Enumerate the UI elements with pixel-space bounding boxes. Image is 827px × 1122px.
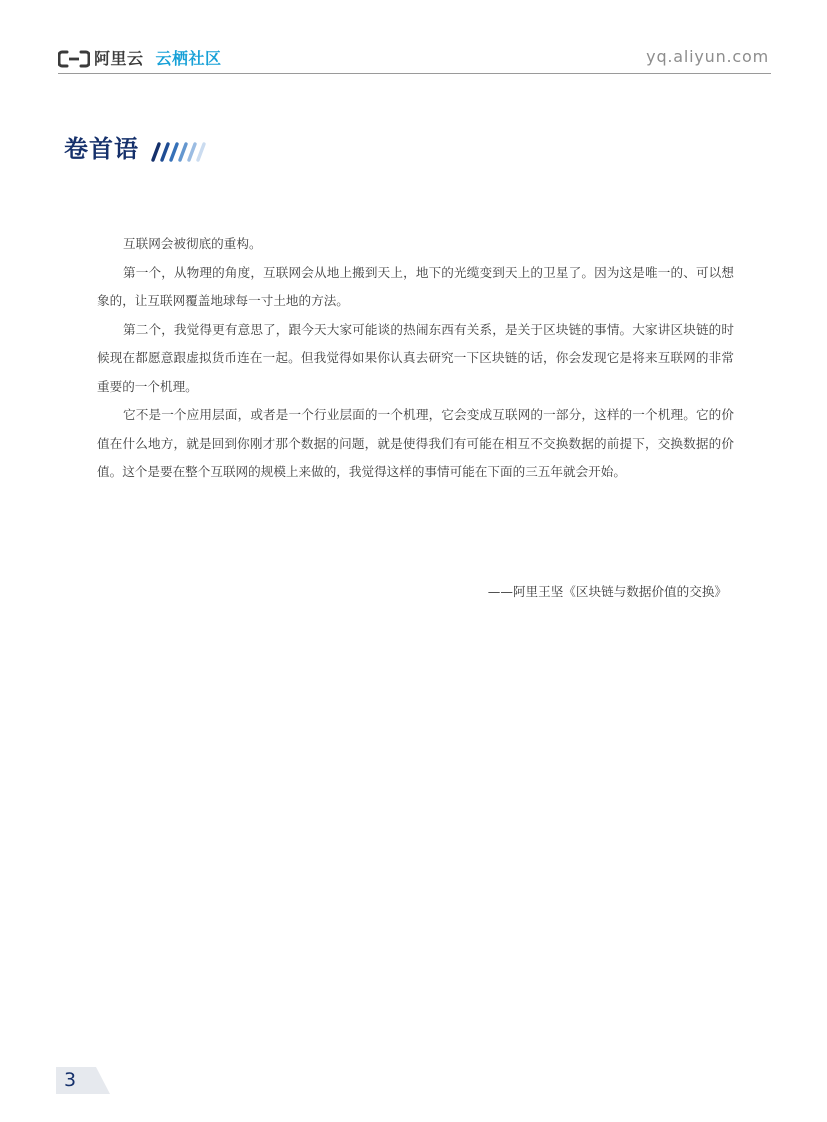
body-paragraph: 第二个，我觉得更有意思了，跟今天大家可能谈的热闹东西有关系，是关于区块链的事情。大家讲区块链的时候现在都愿意跟虚拟货币连在一起。但我觉得如果你认真去研究一下区块链的话，你会发现它是将来互联网的非常重要的一个机理。 bbox=[97, 321, 734, 394]
quote-attribution: ——阿里王坚《区块链与数据价值的交换》 bbox=[487, 584, 727, 599]
brand-name: 阿里云 bbox=[94, 49, 144, 68]
section-title: 卷首语 bbox=[64, 135, 139, 163]
body-paragraph: 第一个，从物理的角度，互联网会从地上搬到天上，地下的光缆变到天上的卫星了。因为这是唯一的、可以想象的，让互联网覆盖地球每一寸土地的方法。 bbox=[97, 264, 734, 308]
body-paragraph: 它不是一个应用层面，或者是一个行业层面的一个机理，它会变成互联网的一部分，这样的一个机理。它的价值在什么地方，就是回到你刚才那个数据的问题，就是使得我们有可能在相互不交换数据的前提下，交换数据的价值。这个是要在整个互联网的规模上来做的，我觉得这样的事情可能在下面的三五年就会开始。 bbox=[97, 407, 734, 479]
page-number: 3 bbox=[64, 1069, 77, 1091]
page-number-tab bbox=[56, 1067, 110, 1094]
brand-logo[interactable] bbox=[58, 48, 222, 70]
article-body bbox=[97, 230, 734, 487]
sub-brand-name: 云栖社区 bbox=[155, 49, 222, 68]
page-header bbox=[58, 44, 771, 74]
section-title-block bbox=[64, 132, 209, 166]
aliyun-logo-icon bbox=[58, 50, 90, 68]
slash-stripes-icon bbox=[147, 142, 209, 162]
site-url-link[interactable]: yq.aliyun.com bbox=[646, 47, 769, 66]
header-divider bbox=[58, 73, 771, 74]
body-paragraph: 互联网会被彻底的重构。 bbox=[123, 236, 262, 251]
